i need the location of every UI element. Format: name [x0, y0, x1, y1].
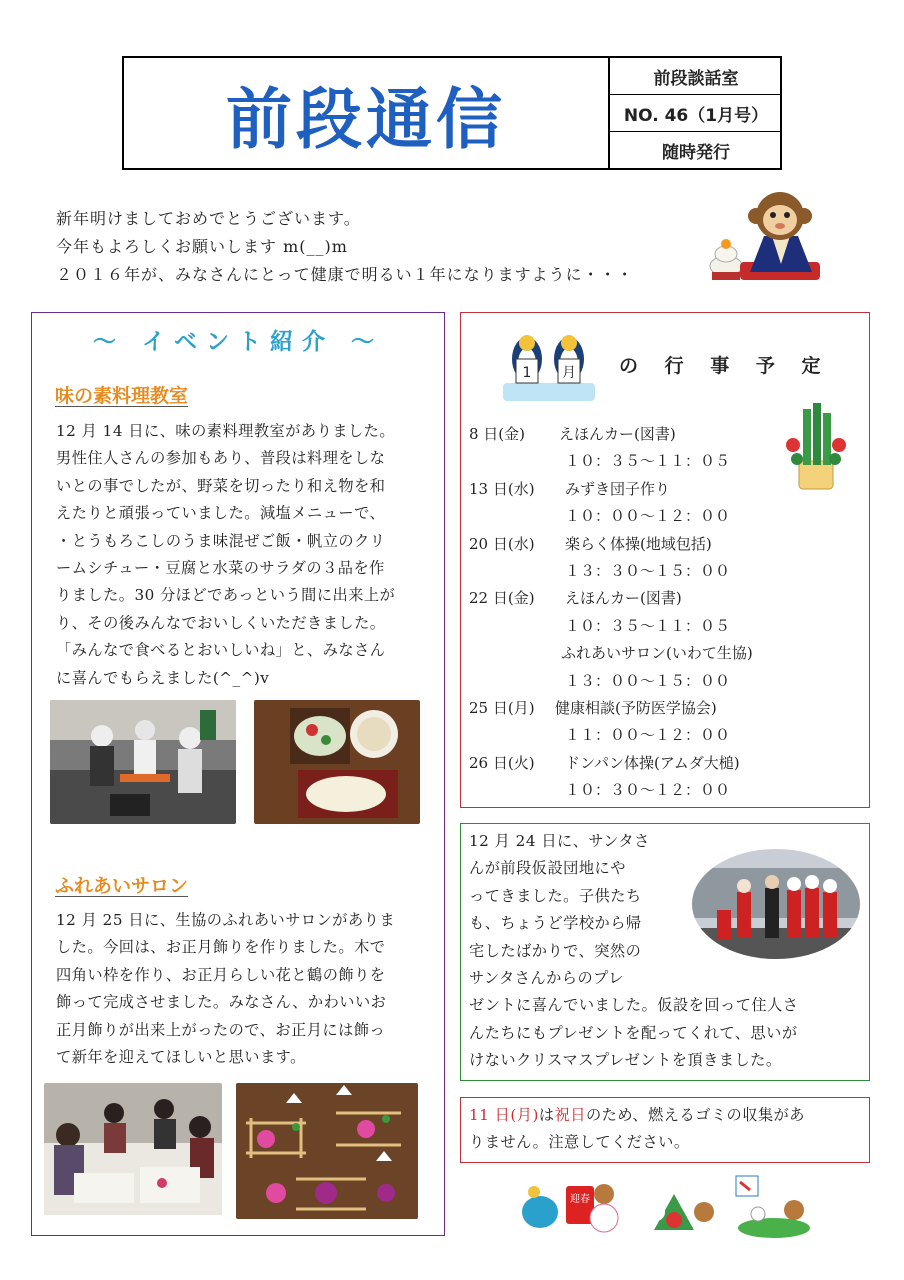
text-line: て新年を迎えてほしいと思います。 — [56, 1048, 306, 1067]
notice-text: は — [538, 1106, 555, 1124]
schedule-panel — [460, 312, 870, 808]
text-line: した。今回は、お正月飾りを作りました。木で — [56, 938, 386, 957]
room-name: 前段談話室 — [653, 68, 739, 89]
text-line: 「みんなで食べるとおいしいね」と、みなさん — [56, 641, 386, 660]
schedule-time: １１：００～１２：００ — [565, 726, 731, 745]
cooking-class-text — [56, 418, 395, 692]
schedule-date: 22 日(金) — [469, 589, 535, 608]
santa-group-photo — [691, 848, 861, 960]
schedule-event: みずき団子作り — [565, 479, 671, 498]
schedule-event: 健康相談(予防医学協会) — [555, 699, 717, 718]
text-line: いとの事でしたが、野菜を切ったり和え物を和 — [56, 476, 386, 495]
schedule-event: えほんカー(図書) — [559, 425, 676, 443]
text-line: 飾って完成させました。みなさん、かわいいお — [56, 993, 387, 1012]
schedule-time: １０：３０～１２：００ — [565, 781, 731, 800]
schedule-event: ドンパン体操(アムダ大槌) — [565, 753, 740, 772]
notice-text: のため、燃えるゴミの収集があ — [585, 1106, 805, 1124]
cooking-class-photo — [50, 700, 236, 824]
notice-holiday: 祝日 — [554, 1106, 586, 1124]
schedule-event: ふれあいサロン(いわて生協) — [561, 644, 753, 663]
salon-text — [56, 907, 395, 1071]
santa-visit-panel — [460, 823, 870, 1081]
text-line: 12 月 24 日に、サンタさ — [469, 832, 650, 850]
schedule-time: １０：３５～１１：０５ — [565, 452, 731, 471]
notice-date: 11 日(月) — [469, 1106, 539, 1124]
text-line: けないクリスマスプレゼントを頂きました。 — [469, 1051, 782, 1070]
text-line: りました。30 分ほどであっという間に出来上が — [56, 586, 396, 605]
schedule-row — [469, 531, 753, 558]
month-card-1: 1 — [522, 365, 532, 381]
newsletter-title: 前段通信 — [226, 80, 506, 158]
salon-crafting-photo — [44, 1083, 222, 1215]
greeting-line-3: ２０１６年が、みなさんにとって健康で明るい１年になりますように・・・ — [56, 265, 634, 284]
notice-line-2: りません。注意してください。 — [469, 1133, 690, 1151]
greeting-line-1: 新年明けましておめでとうございます。 — [56, 209, 361, 228]
schedule-row — [469, 421, 753, 448]
publish-frequency: 随時発行 — [610, 131, 782, 168]
events-heading: ～ イベント紹介 ～ — [92, 329, 383, 355]
cooking-class-title: 味の素料理教室 — [55, 385, 189, 407]
text-line: ゼントに喜んでいました。仮設を回って住人さ — [469, 996, 799, 1015]
text-line: ームシチュー・豆腐と水菜のサラダの３品を作 — [56, 559, 385, 578]
schedule-event: えほんカー(図書) — [565, 589, 682, 608]
schedule-time: １０：３５～１１：０５ — [565, 616, 731, 635]
text-line: 12 月 14 日に、味の素料理教室がありました。 — [56, 422, 396, 440]
schedule-date: 26 日(火) — [469, 753, 535, 772]
schedule-time: １３：００～１５：００ — [565, 671, 731, 690]
text-line: えたりと頑張っていました。減塩メニューで、 — [56, 504, 386, 523]
schedule-event: 楽らく体操(地域包括) — [565, 534, 712, 553]
notice-line-1 — [469, 1102, 805, 1129]
greeting-line-2: 今年もよろしくお願いします m(__)m — [56, 237, 348, 256]
issue-number: NO. 46（1月号） — [610, 94, 782, 131]
text-line: ってきました。子供たち — [469, 886, 642, 905]
schedule-row — [469, 695, 753, 722]
text-line: 男性住人さんの参加もあり、普段は料理をしな — [56, 449, 386, 468]
spring-sign-text: 迎春 — [570, 1194, 590, 1205]
schedule-date: 8 日(金) — [469, 425, 526, 443]
text-line: 四角い枠を作り、お正月らしい花と鶴の飾りを — [56, 965, 386, 984]
schedule-date: 13 日(水) — [469, 479, 535, 498]
text-line: に喜んでもらえました(^_^)v — [56, 668, 270, 687]
garbage-notice — [460, 1097, 870, 1163]
kadomatsu-illustration — [783, 401, 849, 493]
salon-title: ふれあいサロン — [55, 875, 189, 897]
schedule-time: １０：００～１２：００ — [565, 507, 731, 526]
issue-info — [608, 58, 782, 168]
schedule-heading: の 行 事 予 定 — [619, 355, 831, 377]
text-line: り、その後みんなでおいしくいただきました。 — [56, 613, 386, 632]
schedule-time: １３：３０～１５：００ — [565, 562, 731, 581]
schedule-date: 25 日(月) — [469, 699, 535, 718]
monkey-new-year-illustration — [702, 184, 832, 292]
text-line: 12 月 25 日に、生協のふれあいサロンがありま — [56, 911, 396, 929]
text-line: 正月飾りが出来上がったので、お正月には飾っ — [56, 1020, 386, 1039]
text-line: ・とうもろこしのうま味混ぜご飯・帆立のクリ — [56, 531, 386, 550]
schedule-row — [469, 585, 753, 612]
text-line: んたちにもプレゼントを配ってくれて、思いが — [469, 1023, 798, 1042]
new-year-animals-illustration — [504, 1170, 822, 1242]
events-panel — [31, 312, 445, 1236]
new-year-decoration-photo — [236, 1083, 418, 1219]
newsletter-header — [122, 56, 782, 170]
penguin-month-illustration — [499, 325, 599, 405]
text-line: んが前段仮設団地にや — [469, 859, 626, 878]
text-line: サンタさんからのプレ — [469, 969, 624, 988]
schedule-date: 20 日(水) — [469, 534, 535, 553]
month-card-2: 月 — [562, 365, 576, 381]
schedule-row — [469, 476, 753, 503]
text-line: 宅したばかりで、突然の — [469, 941, 642, 960]
cooking-dishes-photo — [254, 700, 420, 824]
schedule-row — [469, 750, 753, 777]
text-line: も、ちょうど学校から帰 — [469, 914, 642, 933]
schedule-list — [469, 421, 753, 805]
